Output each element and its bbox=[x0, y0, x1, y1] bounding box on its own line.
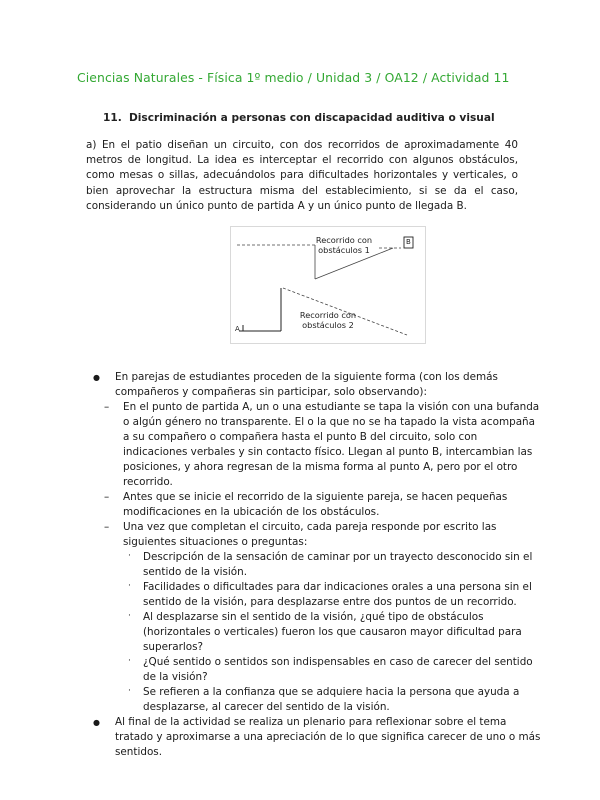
breadcrumb: Ciencias Naturales - Física 1º medio / Unidad 3 / OA12 / Actividad 11 bbox=[77, 70, 510, 85]
dot-icon: · bbox=[128, 686, 131, 696]
step-text: En parejas de estudiantes proceden de la siguiente forma (con los demás compañeros y compañeras sin participar, solo observando): bbox=[115, 371, 498, 398]
intro-paragraph: a) En el patio diseñan un circuito, con dos recorridos de aproximadamente 40 metros de longitud. La idea es interceptar el recorrido con algunos obstáculos, como mesas o sillas, adecuándolos para dificultades horizontales y verticales, o bien aprovechar la estructura misma del establecimiento, si se da el caso, considerando un único punto de partida A y un único punto de llegada B. bbox=[86, 139, 518, 212]
dash-icon: – bbox=[104, 401, 110, 413]
question-text: Descripción de la sensación de caminar por un trayecto desconocido sin el sentido de la visión. bbox=[143, 551, 533, 578]
bullet-icon: ● bbox=[93, 373, 100, 382]
bullet-icon: ● bbox=[93, 718, 100, 727]
step-text: Antes que se inicie el recorrido de la siguiente pareja, se hacen pequeñas modificaciones en la ubicación de los obstáculos. bbox=[123, 491, 508, 518]
dot-icon: · bbox=[128, 581, 131, 591]
question-text: Facilidades o dificultades para dar indicaciones orales a una persona sin el sentido de la visión, para desplazarse entre dos puntos de un recorrido. bbox=[143, 581, 532, 608]
section-number: 11. bbox=[103, 112, 122, 124]
circuit-diagram bbox=[230, 226, 426, 344]
step-text: En el punto de partida A, un o una estudiante se tapa la visión con una bufanda o algún género no transparente. El o la que no se ha tapado la vista acompaña a su compañero o compañera hasta el punto B del circuito, solo con indicaciones verbales y sin contacto físico. Llegan al punto B, intercambian las posiciones, y ahora regresan de la misma forma al punto A, pero por el otro recorrido. bbox=[123, 401, 540, 488]
question-text: Se refieren a la confianza que se adquiere hacia la persona que ayuda a desplazarse, al carecer del sentido de la visión. bbox=[143, 686, 520, 713]
step-text: Al final de la actividad se realiza un plenario para reflexionar sobre el tema tratado y aproximarse a una apreciación de lo que significa carecer de uno o más sentidos. bbox=[115, 716, 541, 758]
list-item bbox=[104, 490, 544, 520]
point-b-label: B bbox=[406, 238, 411, 246]
route-2-label: Recorrido con obstáculos 2 bbox=[299, 310, 357, 330]
dot-icon: · bbox=[128, 551, 131, 561]
section-title bbox=[103, 112, 495, 124]
list-item bbox=[93, 370, 544, 400]
route-1-label: Recorrido con obstáculos 1 bbox=[315, 235, 373, 255]
question-item bbox=[104, 550, 544, 580]
point-a-label: A bbox=[235, 325, 240, 333]
question-item bbox=[104, 580, 544, 610]
activity-steps bbox=[93, 370, 544, 760]
question-item bbox=[104, 685, 544, 715]
question-item bbox=[104, 610, 544, 655]
question-text: Al desplazarse sin el sentido de la visión, ¿qué tipo de obstáculos (horizontales o verticales) fueron los que causaron mayor dificultad para superarlos? bbox=[143, 611, 522, 653]
list-item bbox=[104, 400, 544, 490]
list-item bbox=[93, 715, 544, 760]
dot-icon: · bbox=[128, 656, 131, 666]
question-item bbox=[104, 655, 544, 685]
section-title-text: Discriminación a personas con discapacidad auditiva o visual bbox=[129, 112, 495, 124]
dash-icon: – bbox=[104, 521, 110, 533]
list-item bbox=[104, 520, 544, 550]
dot-icon: · bbox=[128, 611, 131, 621]
step-text: Una vez que completan el circuito, cada pareja responde por escrito las siguientes situaciones o preguntas: bbox=[123, 521, 497, 548]
question-text: ¿Qué sentido o sentidos son indispensables en caso de carecer del sentido de la visión? bbox=[143, 656, 533, 683]
dash-icon: – bbox=[104, 491, 110, 503]
